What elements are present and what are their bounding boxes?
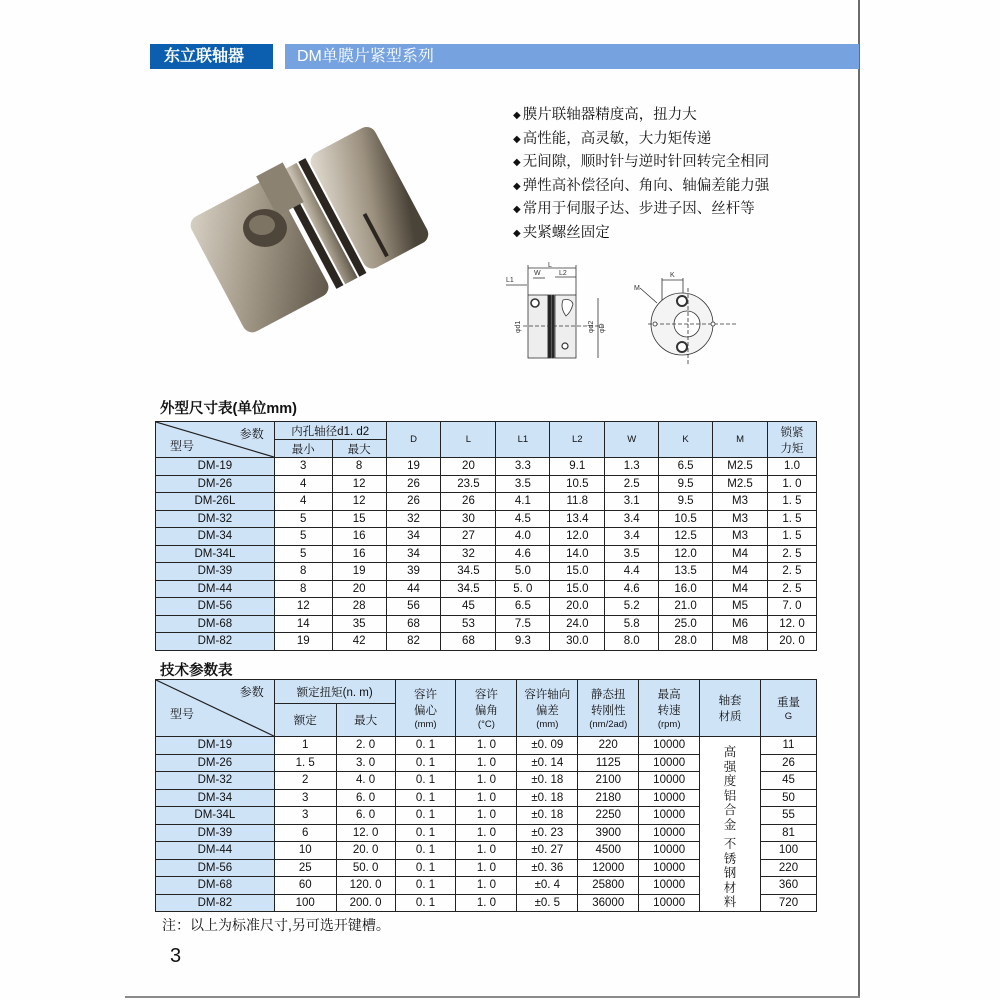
col-header-stiffness: 静态扭 转刚性 (nm/2ad) bbox=[578, 680, 639, 737]
cell-max: 20. 0 bbox=[336, 842, 395, 860]
cell-t: 1. 5 bbox=[767, 510, 816, 528]
cell-m: M4 bbox=[713, 545, 768, 563]
cell-m: M2.5 bbox=[713, 458, 768, 476]
cell-max: 6. 0 bbox=[336, 807, 395, 825]
cell-min: 8 bbox=[274, 563, 332, 581]
cell-stiff: 220 bbox=[578, 737, 639, 755]
cell-m: M4 bbox=[713, 580, 768, 598]
cell-l2: 11.8 bbox=[550, 493, 605, 511]
col-header-speed: 最高 转速 (rpm) bbox=[639, 680, 700, 737]
svg-text:L: L bbox=[548, 262, 552, 269]
cell-ang: 1. 0 bbox=[456, 807, 517, 825]
cell-min: 4 bbox=[274, 475, 332, 493]
page-border-right bbox=[858, 0, 860, 998]
cell-weight: 11 bbox=[761, 737, 817, 755]
cell-ecc: 0. 1 bbox=[395, 894, 456, 912]
corner-header: 参数 型号 bbox=[156, 422, 275, 458]
cell-max: 16 bbox=[332, 545, 386, 563]
dimension-table bbox=[155, 421, 817, 651]
cell-axial: ±0. 27 bbox=[517, 842, 578, 860]
table-row bbox=[156, 633, 817, 651]
table-row bbox=[156, 493, 817, 511]
page-border-bottom bbox=[125, 996, 860, 998]
cell-stiff: 2250 bbox=[578, 807, 639, 825]
model-cell: DM-19 bbox=[156, 458, 275, 476]
model-cell: DM-26 bbox=[156, 475, 275, 493]
cell-speed: 10000 bbox=[639, 754, 700, 772]
cell-rated: 1. 5 bbox=[274, 754, 336, 772]
model-cell: DM-39 bbox=[156, 563, 275, 581]
cell-min: 5 bbox=[274, 510, 332, 528]
col-header-bore-min: 最小 bbox=[274, 440, 332, 458]
cell-ang: 1. 0 bbox=[456, 842, 517, 860]
model-cell: DM-34 bbox=[156, 789, 275, 807]
cell-ecc: 0. 1 bbox=[395, 772, 456, 790]
cell-k: 25.0 bbox=[659, 615, 713, 633]
cell-l2: 14.0 bbox=[550, 545, 605, 563]
model-cell: DM-19 bbox=[156, 737, 275, 755]
cell-t: 7. 0 bbox=[767, 598, 816, 616]
cell-axial: ±0. 5 bbox=[517, 894, 578, 912]
model-cell: DM-82 bbox=[156, 633, 275, 651]
cell-ecc: 0. 1 bbox=[395, 737, 456, 755]
cell-axial: ±0. 4 bbox=[517, 877, 578, 895]
cell-weight: 81 bbox=[761, 824, 817, 842]
col-header-eccentric: 容许 偏心 (mm) bbox=[395, 680, 456, 737]
model-cell: DM-68 bbox=[156, 615, 275, 633]
cell-max: 12. 0 bbox=[336, 824, 395, 842]
cell-t: 1. 5 bbox=[767, 528, 816, 546]
cell-max: 120. 0 bbox=[336, 877, 395, 895]
cell-ang: 1. 0 bbox=[456, 824, 517, 842]
cell-weight: 45 bbox=[761, 772, 817, 790]
cell-ecc: 0. 1 bbox=[395, 842, 456, 860]
bore-group-header: 内孔轴径d1. d2 bbox=[274, 422, 386, 440]
cell-min: 12 bbox=[274, 598, 332, 616]
table-row bbox=[156, 737, 817, 755]
cell-weight: 720 bbox=[761, 894, 817, 912]
cell-ecc: 0. 1 bbox=[395, 754, 456, 772]
col-header-L2: L2 bbox=[550, 422, 605, 458]
cell-l1: 3.5 bbox=[496, 475, 550, 493]
cell-k: 6.5 bbox=[659, 458, 713, 476]
cell-d: 56 bbox=[386, 598, 441, 616]
cell-rated: 6 bbox=[274, 824, 336, 842]
diamond-bullet-icon: ◆ bbox=[513, 180, 521, 192]
col-header-axial: 容许轴向 偏差 (mm) bbox=[517, 680, 578, 737]
cell-weight: 360 bbox=[761, 877, 817, 895]
cell-m: M8 bbox=[713, 633, 768, 651]
svg-text:W: W bbox=[534, 270, 541, 277]
cell-ecc: 0. 1 bbox=[395, 877, 456, 895]
feature-list bbox=[513, 104, 769, 245]
cell-l: 45 bbox=[441, 598, 496, 616]
cell-l2: 13.4 bbox=[550, 510, 605, 528]
cell-m: M3 bbox=[713, 528, 768, 546]
cell-l2: 12.0 bbox=[550, 528, 605, 546]
cell-rated: 100 bbox=[274, 894, 336, 912]
cell-rated: 3 bbox=[274, 789, 336, 807]
feature-item: ◆ 高性能，高灵敏，大力矩传递 bbox=[513, 130, 712, 147]
cell-l1: 4.0 bbox=[496, 528, 550, 546]
cell-w: 3.5 bbox=[605, 545, 659, 563]
cell-max: 28 bbox=[332, 598, 386, 616]
cell-k: 16.0 bbox=[659, 580, 713, 598]
model-cell: DM-26L bbox=[156, 493, 275, 511]
cell-w: 4.4 bbox=[605, 563, 659, 581]
cell-m: M3 bbox=[713, 510, 768, 528]
cell-speed: 10000 bbox=[639, 824, 700, 842]
page-number: 3 bbox=[170, 945, 182, 967]
cell-ang: 1. 0 bbox=[456, 859, 517, 877]
cell-w: 8.0 bbox=[605, 633, 659, 651]
material-steel: 不锈钢材料 bbox=[723, 837, 737, 909]
cell-l2: 15.0 bbox=[550, 580, 605, 598]
cell-d: 44 bbox=[386, 580, 441, 598]
cell-l1: 9.3 bbox=[496, 633, 550, 651]
col-header-material: 轴套 材质 bbox=[700, 680, 761, 737]
cell-l1: 4.5 bbox=[496, 510, 550, 528]
cell-l2: 24.0 bbox=[550, 615, 605, 633]
col-header-M: M bbox=[713, 422, 768, 458]
cell-stiff: 1125 bbox=[578, 754, 639, 772]
cell-l: 34.5 bbox=[441, 563, 496, 581]
cell-l1: 4.1 bbox=[496, 493, 550, 511]
cell-rated: 3 bbox=[274, 807, 336, 825]
cell-rated: 2 bbox=[274, 772, 336, 790]
model-cell: DM-32 bbox=[156, 772, 275, 790]
cell-rated: 1 bbox=[274, 737, 336, 755]
cell-speed: 10000 bbox=[639, 859, 700, 877]
product-photo bbox=[190, 110, 430, 360]
cell-stiff: 2180 bbox=[578, 789, 639, 807]
cell-l1: 3.3 bbox=[496, 458, 550, 476]
cell-w: 2.5 bbox=[605, 475, 659, 493]
cell-l: 68 bbox=[441, 633, 496, 651]
cell-t: 12. 0 bbox=[767, 615, 816, 633]
cell-k: 10.5 bbox=[659, 510, 713, 528]
model-cell: DM-68 bbox=[156, 877, 275, 895]
material-aluminum: 高强度铝合金 bbox=[723, 745, 737, 832]
cell-d: 32 bbox=[386, 510, 441, 528]
cell-min: 5 bbox=[274, 528, 332, 546]
cell-d: 26 bbox=[386, 475, 441, 493]
cell-m: M2.5 bbox=[713, 475, 768, 493]
model-cell: DM-26 bbox=[156, 754, 275, 772]
cell-l: 53 bbox=[441, 615, 496, 633]
cell-d: 68 bbox=[386, 615, 441, 633]
cell-t: 2. 5 bbox=[767, 563, 816, 581]
model-cell: DM-34L bbox=[156, 545, 275, 563]
cell-rated: 60 bbox=[274, 877, 336, 895]
svg-text:φd1: φd1 bbox=[515, 320, 522, 333]
cell-d: 82 bbox=[386, 633, 441, 651]
cell-speed: 10000 bbox=[639, 894, 700, 912]
cell-t: 20. 0 bbox=[767, 633, 816, 651]
cell-t: 1. 5 bbox=[767, 493, 816, 511]
cell-l1: 5.0 bbox=[496, 563, 550, 581]
model-cell: DM-32 bbox=[156, 510, 275, 528]
cell-k: 21.0 bbox=[659, 598, 713, 616]
cell-axial: ±0. 14 bbox=[517, 754, 578, 772]
table-row bbox=[156, 563, 817, 581]
cell-max: 15 bbox=[332, 510, 386, 528]
cell-max: 16 bbox=[332, 528, 386, 546]
cell-max: 3. 0 bbox=[336, 754, 395, 772]
cell-speed: 10000 bbox=[639, 789, 700, 807]
cell-rated: 10 bbox=[274, 842, 336, 860]
cell-max: 6. 0 bbox=[336, 789, 395, 807]
cell-ang: 1. 0 bbox=[456, 754, 517, 772]
cell-min: 4 bbox=[274, 493, 332, 511]
svg-text:K: K bbox=[670, 272, 675, 279]
cell-max: 200. 0 bbox=[336, 894, 395, 912]
cell-max: 12 bbox=[332, 493, 386, 511]
cell-w: 5.8 bbox=[605, 615, 659, 633]
series-banner: DM单膜片紧型系列 bbox=[285, 44, 859, 69]
cell-stiff: 3900 bbox=[578, 824, 639, 842]
cell-ang: 1. 0 bbox=[456, 737, 517, 755]
feature-item: ◆ 弹性高补偿径向、角向、轴偏差能力强 bbox=[513, 177, 770, 194]
cell-max: 20 bbox=[332, 580, 386, 598]
tech-params-table bbox=[155, 679, 817, 912]
brand-banner: 东立联轴器 bbox=[150, 44, 273, 69]
cell-l: 27 bbox=[441, 528, 496, 546]
cell-m: M4 bbox=[713, 563, 768, 581]
cell-w: 3.4 bbox=[605, 528, 659, 546]
cell-d: 26 bbox=[386, 493, 441, 511]
diamond-bullet-icon: ◆ bbox=[513, 204, 521, 215]
cell-weight: 100 bbox=[761, 842, 817, 860]
cell-m: M6 bbox=[713, 615, 768, 633]
dimension-table-title: 外型尺寸表(单位mm) bbox=[160, 401, 297, 417]
col-header-rated: 额定 bbox=[274, 704, 336, 737]
cell-m: M3 bbox=[713, 493, 768, 511]
cell-weight: 26 bbox=[761, 754, 817, 772]
cell-speed: 10000 bbox=[639, 842, 700, 860]
cell-k: 12.0 bbox=[659, 545, 713, 563]
cell-max: 2. 0 bbox=[336, 737, 395, 755]
front-view-diagram bbox=[630, 268, 740, 368]
table-row bbox=[156, 510, 817, 528]
diamond-bullet-icon: ◆ bbox=[513, 133, 521, 145]
model-cell: DM-44 bbox=[156, 580, 275, 598]
cell-min: 14 bbox=[274, 615, 332, 633]
cell-max: 12 bbox=[332, 475, 386, 493]
svg-text:φd2: φd2 bbox=[588, 320, 595, 333]
col-header-L: L bbox=[441, 422, 496, 458]
cell-min: 3 bbox=[274, 458, 332, 476]
cell-min: 5 bbox=[274, 545, 332, 563]
cell-min: 19 bbox=[274, 633, 332, 651]
tech-table-title: 技术参数表 bbox=[160, 663, 233, 679]
cell-l1: 4.6 bbox=[496, 545, 550, 563]
cell-max: 4. 0 bbox=[336, 772, 395, 790]
col-header-bore-max: 最大 bbox=[332, 440, 386, 458]
cell-k: 9.5 bbox=[659, 493, 713, 511]
col-header-W: W bbox=[605, 422, 659, 458]
cell-ecc: 0. 1 bbox=[395, 789, 456, 807]
col-header-weight: 重量 G bbox=[761, 680, 817, 737]
feature-item: ◆ 常用于伺服子达、步进子因、丝杆等 bbox=[513, 201, 755, 217]
cell-rated: 25 bbox=[274, 859, 336, 877]
cell-l2: 9.1 bbox=[550, 458, 605, 476]
cell-l: 23.5 bbox=[441, 475, 496, 493]
cell-ang: 1. 0 bbox=[456, 789, 517, 807]
torque-group-header: 额定扭矩(n. m) bbox=[274, 680, 395, 704]
col-header-L1: L1 bbox=[496, 422, 550, 458]
diamond-bullet-icon: ◆ bbox=[513, 110, 521, 121]
svg-text:L2: L2 bbox=[559, 270, 567, 277]
material-cell bbox=[700, 737, 761, 912]
model-cell: DM-44 bbox=[156, 842, 275, 860]
svg-text:φD: φD bbox=[599, 323, 606, 333]
cell-max: 35 bbox=[332, 615, 386, 633]
cell-ang: 1. 0 bbox=[456, 894, 517, 912]
cell-min: 8 bbox=[274, 580, 332, 598]
cell-ecc: 0. 1 bbox=[395, 824, 456, 842]
cell-l: 34.5 bbox=[441, 580, 496, 598]
diamond-bullet-icon: ◆ bbox=[513, 157, 521, 168]
cell-k: 13.5 bbox=[659, 563, 713, 581]
table-row bbox=[156, 475, 817, 493]
cell-w: 4.6 bbox=[605, 580, 659, 598]
cell-w: 1.3 bbox=[605, 458, 659, 476]
cell-max: 19 bbox=[332, 563, 386, 581]
cell-axial: ±0. 23 bbox=[517, 824, 578, 842]
cell-axial: ±0. 09 bbox=[517, 737, 578, 755]
cell-ecc: 0. 1 bbox=[395, 859, 456, 877]
model-cell: DM-56 bbox=[156, 859, 275, 877]
col-header-D: D bbox=[386, 422, 441, 458]
feature-item: ◆ 无间隙，顺时针与逆时针回转完全相同 bbox=[513, 154, 770, 170]
model-cell: DM-34L bbox=[156, 807, 275, 825]
svg-text:L1: L1 bbox=[506, 277, 514, 284]
cell-t: 1. 0 bbox=[767, 475, 816, 493]
cell-stiff: 2100 bbox=[578, 772, 639, 790]
cell-stiff: 25800 bbox=[578, 877, 639, 895]
cell-axial: ±0. 18 bbox=[517, 772, 578, 790]
cell-l: 20 bbox=[441, 458, 496, 476]
cell-l: 32 bbox=[441, 545, 496, 563]
model-cell: DM-39 bbox=[156, 824, 275, 842]
cell-l1: 5. 0 bbox=[496, 580, 550, 598]
table-row bbox=[156, 615, 817, 633]
cell-k: 9.5 bbox=[659, 475, 713, 493]
col-header-torque: 锁紧 力矩 bbox=[767, 422, 816, 458]
table-row bbox=[156, 598, 817, 616]
feature-item: ◆ 夹紧螺丝固定 bbox=[513, 224, 610, 241]
table-row bbox=[156, 458, 817, 476]
cell-ang: 1. 0 bbox=[456, 877, 517, 895]
feature-item: ◆ 膜片联轴器精度高，扭力大 bbox=[513, 107, 697, 123]
cell-ang: 1. 0 bbox=[456, 772, 517, 790]
cell-k: 28.0 bbox=[659, 633, 713, 651]
col-header-max: 最大 bbox=[336, 704, 395, 737]
cell-l: 26 bbox=[441, 493, 496, 511]
cell-stiff: 12000 bbox=[578, 859, 639, 877]
cell-l2: 15.0 bbox=[550, 563, 605, 581]
cell-l2: 20.0 bbox=[550, 598, 605, 616]
cell-w: 3.1 bbox=[605, 493, 659, 511]
cell-speed: 10000 bbox=[639, 807, 700, 825]
cell-k: 12.5 bbox=[659, 528, 713, 546]
cell-d: 34 bbox=[386, 545, 441, 563]
cell-l2: 10.5 bbox=[550, 475, 605, 493]
cell-d: 39 bbox=[386, 563, 441, 581]
cell-d: 19 bbox=[386, 458, 441, 476]
svg-text:M: M bbox=[634, 285, 640, 292]
cell-d: 34 bbox=[386, 528, 441, 546]
cell-weight: 220 bbox=[761, 859, 817, 877]
cell-max: 8 bbox=[332, 458, 386, 476]
cell-axial: ±0. 18 bbox=[517, 807, 578, 825]
cell-weight: 55 bbox=[761, 807, 817, 825]
table-row bbox=[156, 580, 817, 598]
table-row bbox=[156, 528, 817, 546]
cell-l1: 7.5 bbox=[496, 615, 550, 633]
cell-speed: 10000 bbox=[639, 772, 700, 790]
cell-t: 2. 5 bbox=[767, 580, 816, 598]
table-row bbox=[156, 545, 817, 563]
cell-w: 3.4 bbox=[605, 510, 659, 528]
cell-l: 30 bbox=[441, 510, 496, 528]
cell-stiff: 36000 bbox=[578, 894, 639, 912]
cell-l2: 30.0 bbox=[550, 633, 605, 651]
cell-ecc: 0. 1 bbox=[395, 807, 456, 825]
cell-stiff: 4500 bbox=[578, 842, 639, 860]
cell-m: M5 bbox=[713, 598, 768, 616]
cell-l1: 6.5 bbox=[496, 598, 550, 616]
col-header-K: K bbox=[659, 422, 713, 458]
cell-axial: ±0. 18 bbox=[517, 789, 578, 807]
cell-t: 2. 5 bbox=[767, 545, 816, 563]
diamond-bullet-icon: ◆ bbox=[513, 227, 521, 239]
cell-max: 50. 0 bbox=[336, 859, 395, 877]
model-cell: DM-56 bbox=[156, 598, 275, 616]
cell-t: 1.0 bbox=[767, 458, 816, 476]
cell-speed: 10000 bbox=[639, 877, 700, 895]
footnote: 注：以上为标准尺寸,另可选开键槽。 bbox=[162, 917, 390, 933]
corner-header: 参数 型号 bbox=[156, 680, 275, 737]
cell-w: 5.2 bbox=[605, 598, 659, 616]
cell-weight: 50 bbox=[761, 789, 817, 807]
col-header-angle: 容许 偏角 (°C) bbox=[456, 680, 517, 737]
model-cell: DM-82 bbox=[156, 894, 275, 912]
cell-speed: 10000 bbox=[639, 737, 700, 755]
model-cell: DM-34 bbox=[156, 528, 275, 546]
side-view-diagram bbox=[493, 260, 608, 365]
cell-axial: ±0. 36 bbox=[517, 859, 578, 877]
cell-max: 42 bbox=[332, 633, 386, 651]
